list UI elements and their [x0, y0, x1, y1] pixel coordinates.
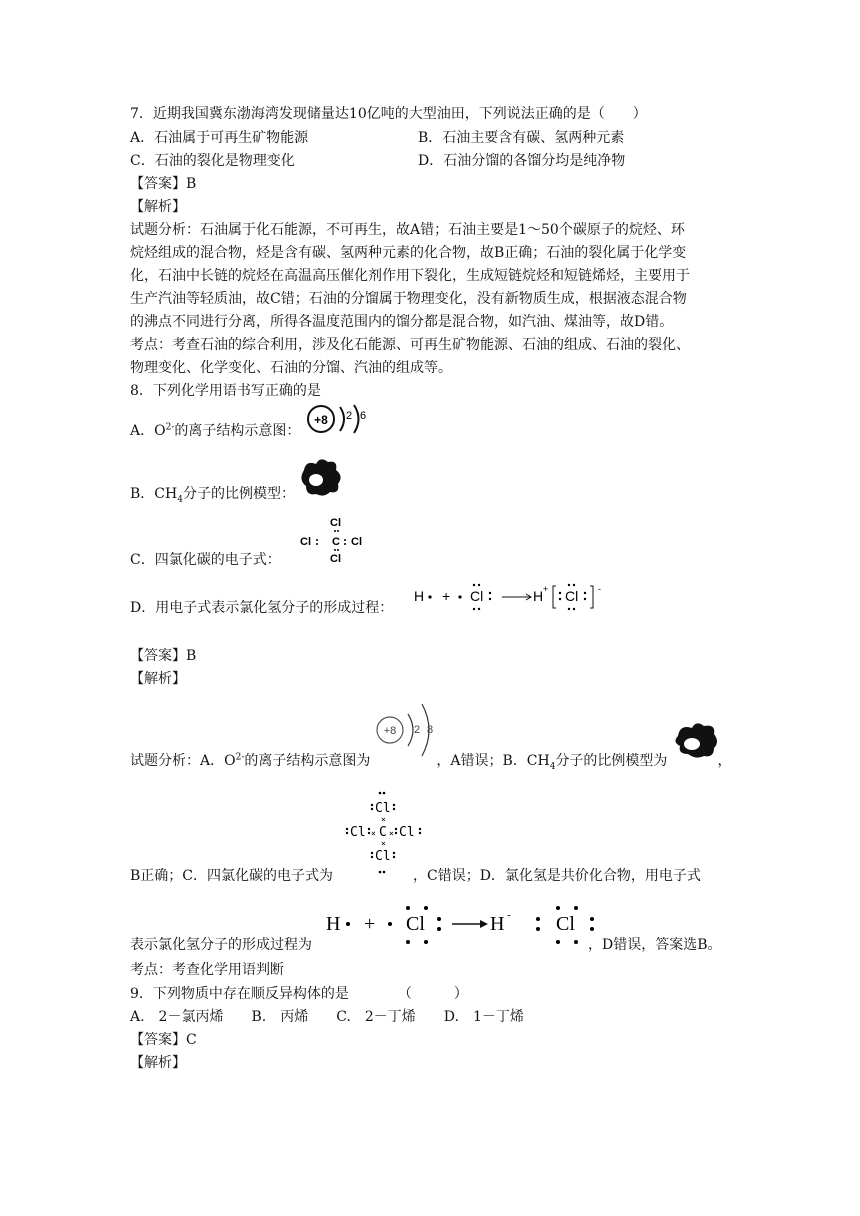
q8-option-a: A．$O^{2-}$的离子结构示意图：: [130, 422, 301, 439]
svg-text:H: H: [326, 913, 341, 935]
q7-analysis-line: 的沸点不同进行分离，所得各温度范围内的馏分都是混合物，如汽油、煤油等，故D错。: [130, 314, 674, 330]
svg-text:Cl: Cl: [565, 588, 579, 604]
q8-kaodian: 考点：考查化学用语判断: [130, 962, 284, 978]
q9-stem: 9．下列物质中存在顺反异构体的是 （ ）: [130, 986, 468, 1002]
q7-kaodian-line: 考点：考查石油的综合利用，涉及化石能源、可再生矿物能源、石油的组成、石油的裂化、: [130, 337, 690, 353]
svg-text:8: 8: [427, 724, 434, 736]
svg-text:+: +: [543, 584, 549, 594]
q8-analysis-line: B正确；C．四氯化碳的电子式为 ，C错误；D．氯化氢是共价化合物，用电子式: [130, 868, 701, 884]
svg-text:H: H: [490, 913, 505, 935]
methane-space-filling-model-figure: [296, 456, 346, 498]
q7-analysis-line: 生产汽油等轻质油，故C错；石油的分馏属于物理变化，没有新物质生成，根据液态混合物: [130, 291, 687, 307]
q8-stem: 8．下列化学用语书写正确的是: [130, 383, 321, 399]
q7-analysis-label: 【解析】: [130, 199, 186, 215]
svg-text:H: H: [533, 588, 544, 604]
svg-text:Cl: Cl: [470, 588, 484, 604]
q7-analysis-line: 试题分析：石油属于化石能源，不可再生，故A错；石油主要是1～50个碳原子的烷烃、环: [130, 222, 685, 238]
svg-text:Cl: Cl: [351, 536, 362, 548]
q8-option-c: C．四氯化碳的电子式：: [130, 552, 281, 568]
svg-text:Cl: Cl: [330, 553, 341, 565]
q7-answer: 【答案】B: [130, 176, 197, 192]
oxygen-ion-structure-wrong-figure: [302, 402, 372, 438]
svg-text:C: C: [379, 825, 387, 840]
svg-text:H: H: [414, 588, 425, 604]
q8-analysis-line: 试题分析：A．$O^{2-}$的离子结构示意图为 ，A错误；B．$CH_4$分子的比例模型为 ，: [130, 752, 732, 772]
svg-text:+: +: [364, 913, 376, 935]
q7-option-c: C．石油的裂化是物理变化: [130, 153, 295, 169]
svg-text:×: ×: [381, 839, 386, 848]
q7-analysis-line: 烷烃组成的混合物，烃是含有碳、氢两种元素的化合物，故B正确；石油的裂化属于化学变: [130, 245, 687, 261]
svg-text:+: +: [442, 588, 451, 604]
q8-option-d: D．用电子式表示氯化氢分子的形成过程：: [130, 600, 394, 616]
svg-text:6: 6: [360, 410, 367, 422]
svg-text:Cl: Cl: [300, 536, 311, 548]
svg-text:2: 2: [346, 410, 353, 422]
svg-text:+8: +8: [383, 725, 397, 737]
hcl-formation-wrong-figure: [412, 580, 632, 614]
svg-text:+8: +8: [314, 413, 328, 427]
svg-text:×: ×: [371, 829, 376, 838]
methane-space-filling-model-correct-figure: [672, 718, 722, 760]
svg-text:Cl: Cl: [399, 825, 415, 840]
q9-analysis-label: 【解析】: [130, 1055, 186, 1071]
q8-analysis-line: 表示氯化氢分子的形成过程为 ，D错误，答案选B。: [130, 937, 722, 953]
q8-answer: 【答案】B: [130, 648, 197, 664]
q8-option-b: B．$CH_4$分子的比例模型：: [130, 486, 295, 505]
q9-answer: 【答案】C: [130, 1032, 197, 1048]
svg-text:C: C: [332, 536, 340, 548]
svg-text:Cl: Cl: [330, 517, 341, 529]
ccl4-electron-formula-wrong-figure: [298, 516, 378, 566]
q7-stem: 7．近期我国冀东渤海湾发现储量达10亿吨的大型油田，下列说法正确的是（ ）: [130, 106, 647, 122]
q7-option-b: B．石油主要含有碳、氢两种元素: [418, 130, 625, 146]
svg-text:2: 2: [414, 724, 421, 736]
svg-text:Cl: Cl: [375, 801, 391, 816]
svg-text:-: -: [507, 909, 511, 921]
svg-text:×: ×: [381, 815, 386, 824]
q9-options: A. 2－氯丙烯 B. 丙烯 C. 2－丁烯 D. 1－丁烯: [130, 1009, 524, 1025]
q7-option-a: A．石油属于可再生矿物能源: [130, 130, 309, 146]
q8-analysis-label: 【解析】: [130, 671, 186, 687]
q7-kaodian-line: 物理变化、化学变化、石油的分馏、汽油的组成等。: [130, 360, 452, 376]
svg-text:Cl: Cl: [350, 825, 366, 840]
svg-text:Cl: Cl: [406, 913, 425, 935]
svg-text:-: -: [598, 584, 601, 594]
q7-option-d: D．石油分馏的各馏分均是纯净物: [418, 153, 626, 169]
svg-text:Cl: Cl: [375, 849, 391, 864]
svg-text:Cl: Cl: [556, 913, 575, 935]
q7-analysis-line: 化，石油中长链的烷烃在高温高压催化剂作用下裂化，生成短链烷烃和短链烯烃，主要用于: [130, 268, 690, 284]
svg-text:×: ×: [389, 829, 394, 838]
